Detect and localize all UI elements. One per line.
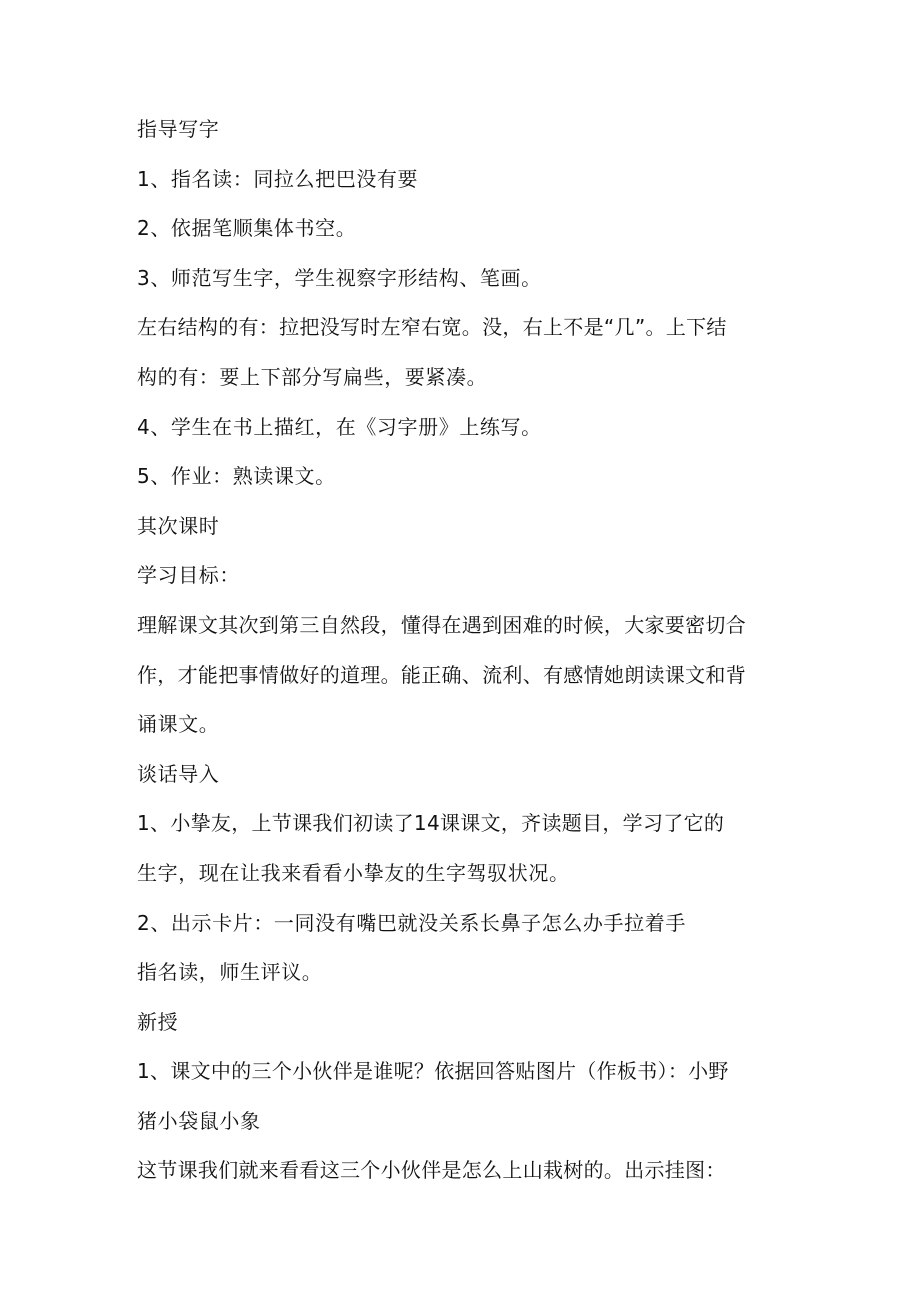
- paragraph-review: 指名读，师生评议。: [137, 960, 323, 985]
- paragraph-new-line-2: 猪小袋鼠小象: [137, 1108, 261, 1133]
- paragraph-step-2-stroke: 2、依据笔顺集体书空。: [137, 216, 357, 241]
- document-body: [137, 114, 787, 1205]
- paragraph-step-1-read: 1、指名读：同拉么把巴没有要: [137, 166, 419, 191]
- paragraph-intro-line-2: 生字，现在让我来看看小挚友的生字驾驭状况。: [137, 860, 570, 885]
- paragraph-new-line-1: 1、课文中的三个小伙伴是谁呢？依据回答贴图片（作板书）：小野: [137, 1059, 729, 1084]
- paragraph-step-3-demo: 3、师范写生字，学生视察字形结构、笔画。: [137, 265, 542, 290]
- paragraph-goals-line-3: 诵课文。: [137, 712, 220, 737]
- paragraph-intro-line-1: 1、小挚友，上节课我们初读了14课课文，齐读题目，学习了它的: [137, 811, 725, 836]
- paragraph-step-5-homework: 5、作业：熟读课文。: [137, 464, 336, 489]
- paragraph-goals-line-1: 理解课文其次到第三自然段，懂得在遇到困难的时候，大家要密切合: [137, 612, 746, 637]
- paragraph-new-line-3: 这节课我们就来看看这三个小伙伴是怎么上山栽树的。出示挂图：: [137, 1158, 726, 1183]
- paragraph-cards: 2、出示卡片：一同没有嘴巴就没关系长鼻子怎么办手拉着手: [137, 910, 686, 935]
- paragraph-goals-line-2: 作，才能把事情做好的道理。能正确、流利、有感情她朗读课文和背: [137, 662, 746, 687]
- paragraph-structure-line-2: 构的有：要上下部分写扁些，要紧凑。: [137, 364, 488, 389]
- paragraph-structure-line-1: 左右结构的有：拉把没写时左窄右宽。没，右上不是“几”。上下结: [137, 315, 727, 340]
- heading-second-lesson: 其次课时: [137, 513, 220, 538]
- heading-learning-goals: 学习目标：: [137, 563, 240, 588]
- heading-talk-intro: 谈话导入: [137, 761, 220, 786]
- paragraph-step-4-trace: 4、学生在书上描红，在《习字册》上练写。: [137, 414, 542, 439]
- heading-new-lesson: 新授: [137, 1009, 179, 1034]
- heading-guide-writing: 指导写字: [137, 117, 220, 141]
